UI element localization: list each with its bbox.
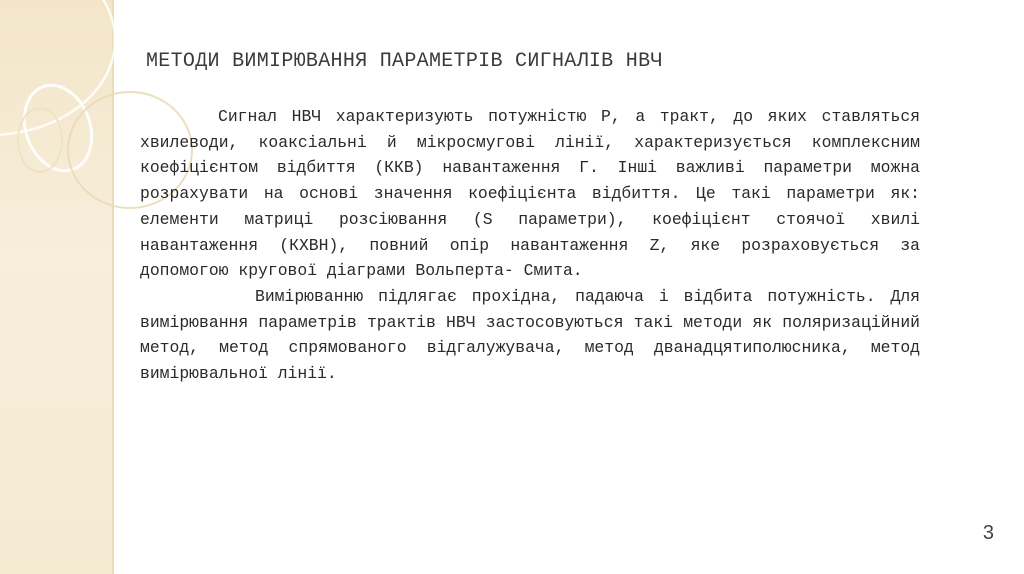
page-number: 3 — [982, 522, 994, 544]
paragraph-1: Сигнал НВЧ характеризують потужністю P, а тракт, до яких ставляться хвилеводи, коаксіальні й мікросмугові лінії, характеризується комплексним коефіцієнтом відбиття (ККВ) навантаження Г. Інші важливі параметри можна розрахувати на основі значення коефіцієнта відбиття. Це такі параметри як: елементи матриці розсіювання (S параметри), коефіцієнт стоячої хвилі навантаження (КХВН), повний опір навантаження Z, яке розраховується за допомогою кругової діаграми Вольперта- Смита. — [140, 107, 920, 281]
paragraph-2: Вимірюванню підлягає прохідна, падаюча і відбита потужність. Для вимірювання параметрів трактів НВЧ застосовуються такі методи як поляризаційний метод, метод спрямованого відгалужувача, метод дванадцятиполюсника, метод вимірювальної лінії. — [140, 286, 920, 384]
slide-body — [140, 104, 920, 387]
slide-title: МЕТОДИ ВИМІРЮВАННЯ ПАРАМЕТРІВ СИГНАЛІВ НВЧ — [146, 50, 663, 73]
